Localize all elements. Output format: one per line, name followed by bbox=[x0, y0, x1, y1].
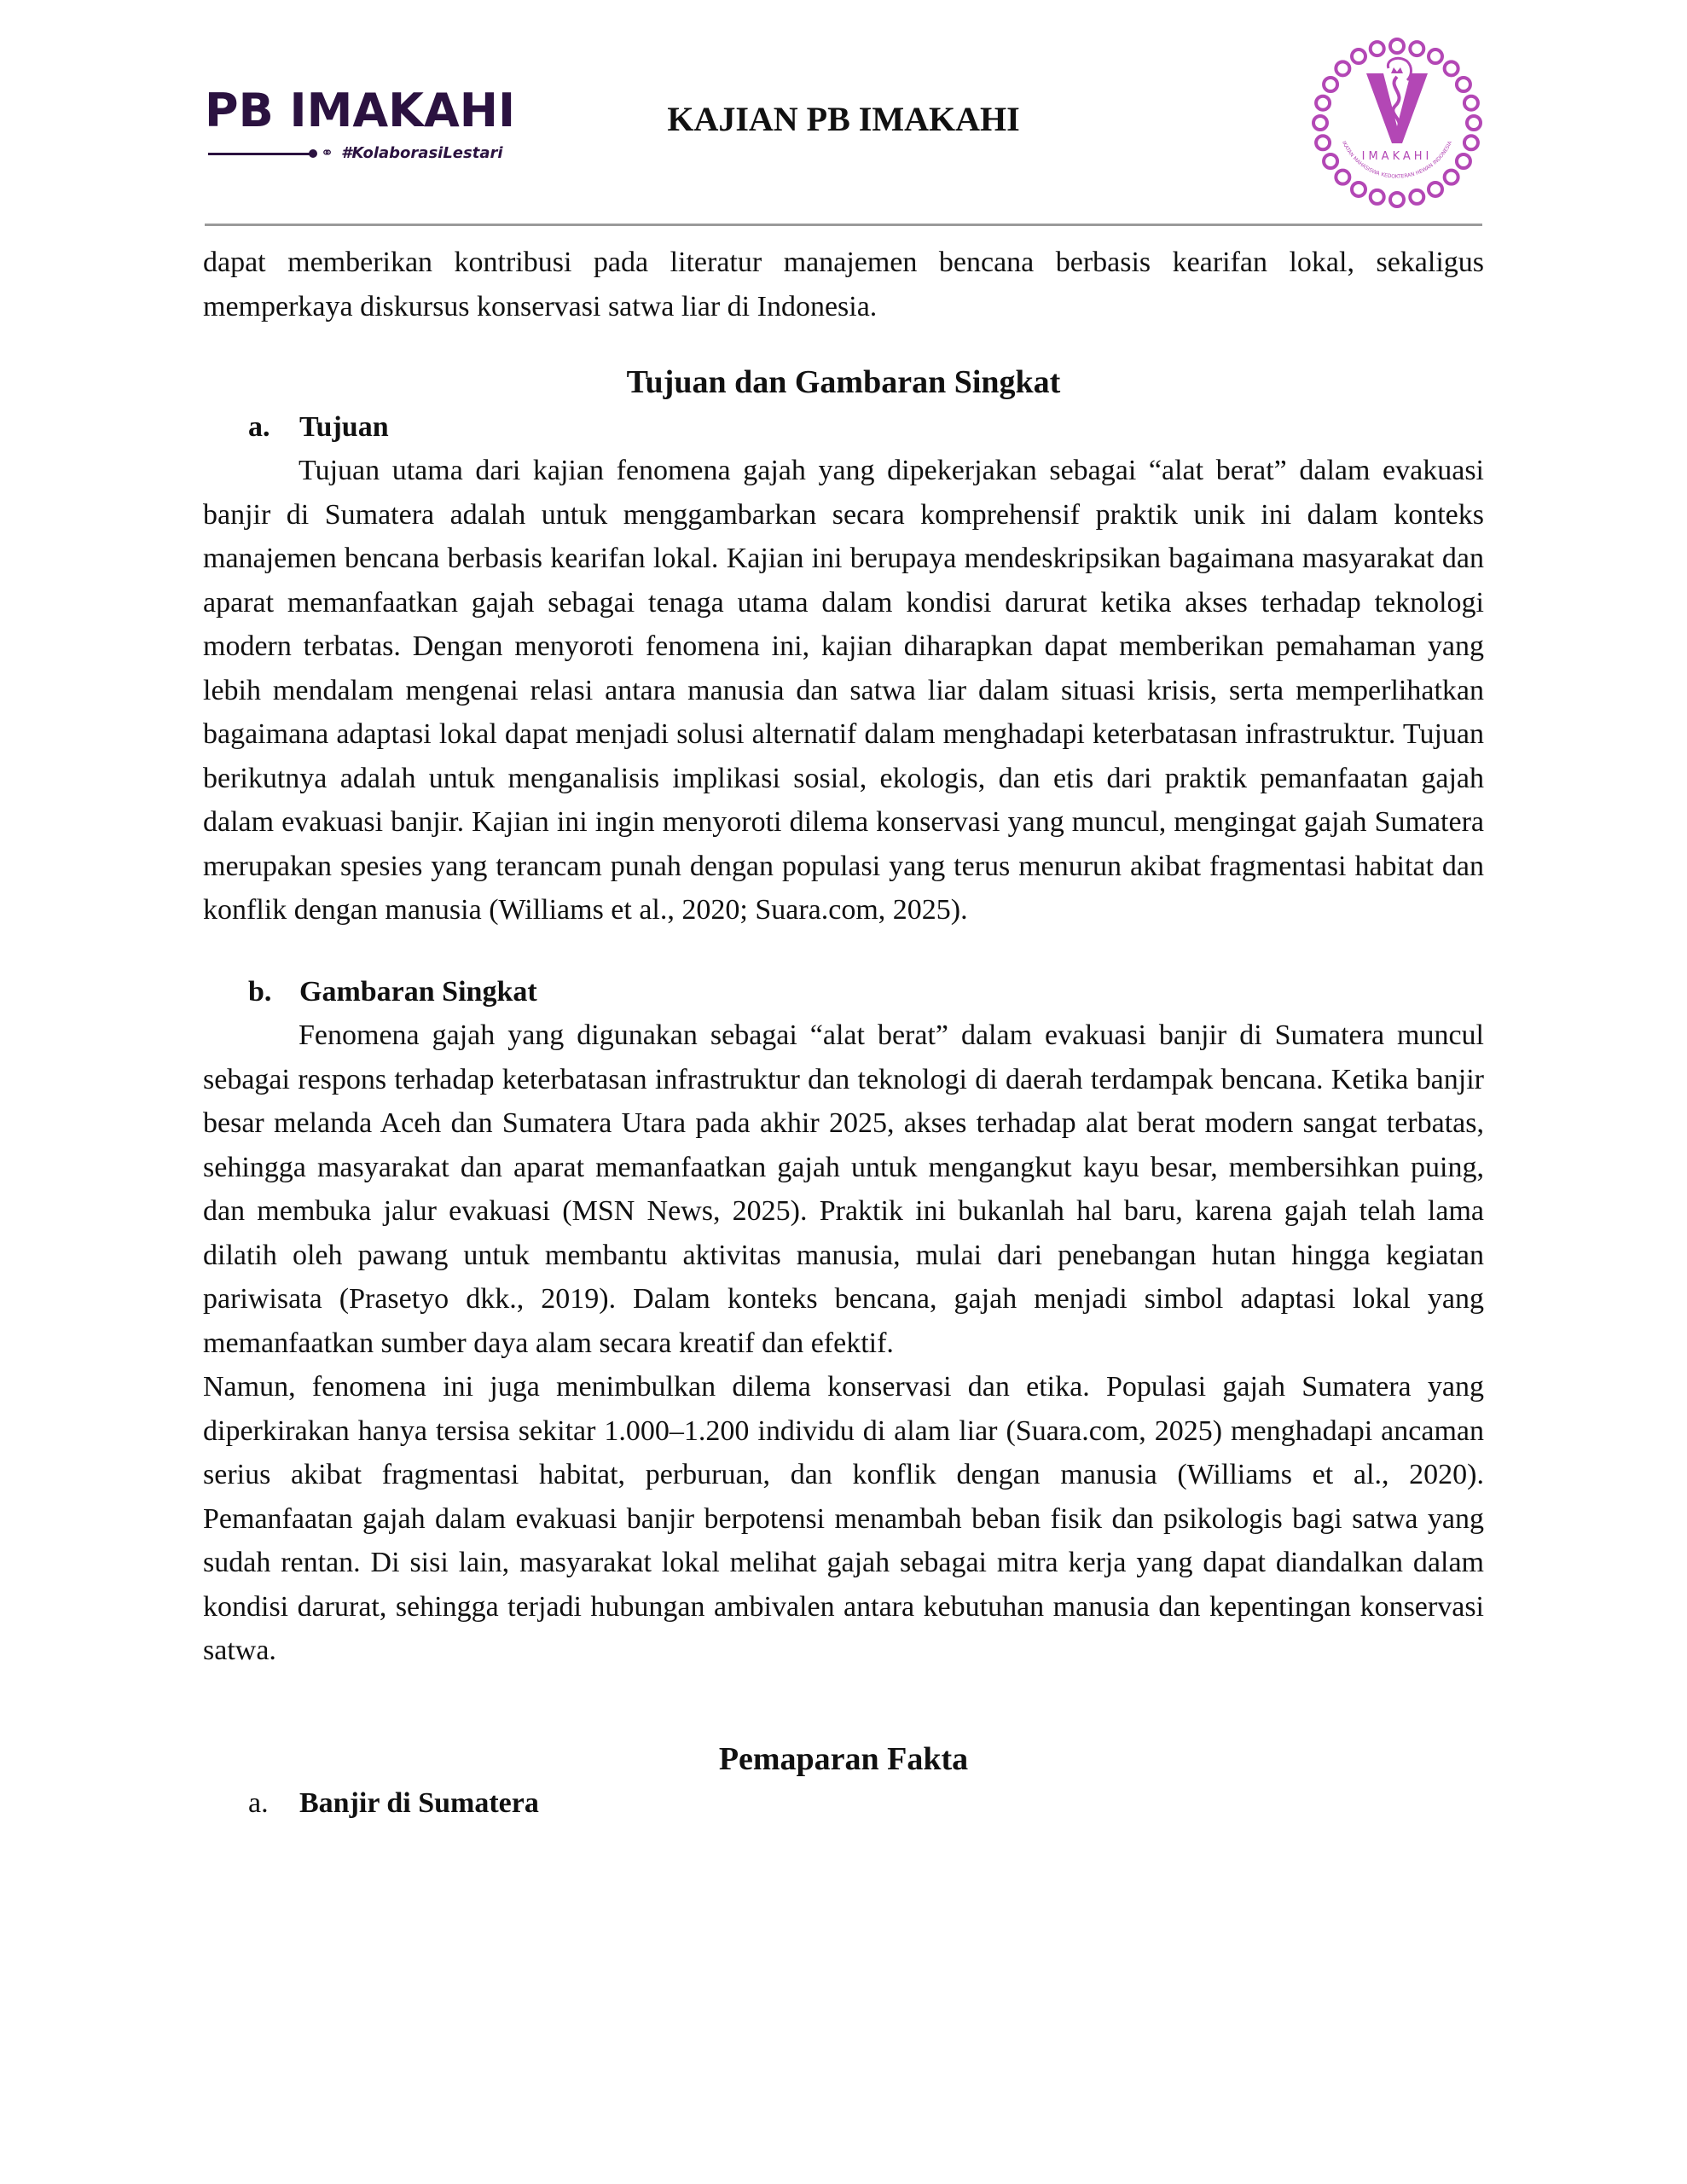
v-letter-icon bbox=[1366, 73, 1428, 143]
chain-link-icon bbox=[1324, 78, 1337, 91]
link-chain-icon: ⚭ bbox=[321, 144, 334, 162]
chain-link-icon bbox=[1429, 183, 1442, 196]
section-title-pemaparan-fakta: Pemaparan Fakta bbox=[718, 1740, 969, 1777]
chain-link-icon bbox=[1336, 171, 1349, 184]
chain-link-icon bbox=[1410, 190, 1423, 204]
list-marker: b. bbox=[248, 975, 272, 1008]
emblem-circular-text: IKATAN MAHASISWA KEDOKTERAN HEWAN INDONESIA bbox=[1340, 140, 1454, 180]
chain-link-icon bbox=[1445, 171, 1458, 184]
logo-tagline-row bbox=[208, 143, 524, 164]
chain-link-icon bbox=[1390, 193, 1404, 206]
chain-ring-icon bbox=[1313, 39, 1481, 206]
chain-link-icon bbox=[1352, 183, 1365, 196]
subsection-heading-banjir-sumatera bbox=[203, 1781, 1484, 1826]
emblem-name-text: IMAKAHI bbox=[1361, 150, 1433, 163]
chain-link-icon bbox=[1336, 61, 1349, 75]
imakahi-emblem-icon bbox=[1312, 38, 1482, 208]
chain-link-icon bbox=[1371, 190, 1384, 204]
tagline-dot-decoration bbox=[309, 149, 317, 158]
intro-continuation-paragraph: dapat memberikan kontribusi pada literatur manajemen bencana berbasis kearifan lokal, sekaligus memperkaya diskursus konservasi satwa liar di Indonesia. bbox=[203, 247, 1484, 322]
chain-link-icon bbox=[1390, 39, 1404, 53]
page-header bbox=[0, 0, 1687, 230]
logo-brand-text: PB IMAKAHI bbox=[205, 84, 516, 137]
crown-icon bbox=[1391, 67, 1403, 73]
pb-imakahi-logo bbox=[205, 85, 529, 171]
chain-link-icon bbox=[1371, 42, 1384, 55]
section-title-tujuan-gambaran: Tujuan dan Gambaran Singkat bbox=[626, 364, 1061, 400]
chain-link-icon bbox=[1316, 96, 1330, 110]
subsection-title: Gambaran Singkat bbox=[299, 975, 537, 1008]
gambaran-paragraph-1: Fenomena gajah yang digunakan sebagai “alat berat” dalam evakuasi banjir di Sumatera muncul sebagai respons terhadap keterbatasan infrastruktur dan teknologi di daerah terdampak bencana. Ketika banjir besar melanda Aceh dan Sumatera Utara pada akhir 2025, akses terhadap alat berat modern sangat terbatas, sehingga masyarakat dan aparat memanfaatkan gajah untuk mengangkut kayu besar, membersihkan puing, dan membuka jalur evakuasi (MSN News, 2025). Praktik ini bukanlah hal baru, karena gajah telah lama dilatih oleh pawang untuk membantu aktivitas manusia, mulai dari penebangan hutan hingga kegiatan pariwisata (Prasetyo dkk., 2019). Dalam konteks bencana, gajah menjadi simbol adaptasi lokal yang memanfaatkan sumber daya alam secara kreatif dan efektif. bbox=[203, 1019, 1484, 1359]
chain-link-icon bbox=[1410, 42, 1423, 55]
subsection-heading-gambaran-singkat bbox=[203, 970, 1484, 1014]
document-header-title: KAJIAN PB IMAKAHI bbox=[667, 100, 1020, 138]
chain-link-icon bbox=[1313, 116, 1327, 130]
tagline-line-decoration bbox=[208, 153, 310, 155]
chain-link-icon bbox=[1352, 49, 1365, 63]
list-marker: a. bbox=[248, 1787, 269, 1819]
chain-link-icon bbox=[1429, 49, 1442, 63]
chain-link-icon bbox=[1457, 78, 1470, 91]
chain-link-icon bbox=[1324, 154, 1337, 168]
chain-link-icon bbox=[1467, 116, 1481, 130]
header-divider bbox=[205, 224, 1482, 226]
subsection-title: Tujuan bbox=[299, 410, 389, 443]
chain-link-icon bbox=[1316, 136, 1330, 149]
staff-emblem-icon bbox=[1366, 58, 1428, 143]
subsection-title: Banjir di Sumatera bbox=[299, 1787, 539, 1819]
chain-link-icon bbox=[1445, 61, 1458, 75]
chain-link-icon bbox=[1464, 96, 1478, 110]
list-marker: a. bbox=[248, 410, 270, 443]
gambaran-paragraph-2: Namun, fenomena ini juga menimbulkan dilema konservasi dan etika. Populasi gajah Sumatera yang diperkirakan hanya tersisa sekitar 1.000–1.200 individu di alam liar (Suara.com, 2025) menghadapi ancaman serius akibat fragmentasi habitat, perburuan, dan konflik dengan manusia (Williams et al., 2020). Pemanfaatan gajah dalam evakuasi banjir berpotensi menambah beban fisik dan psikologis bagi satwa yang sudah rentan. Di sisi lain, masyarakat lokal melihat gajah sebagai mitra kerja yang dapat diandalkan dalam kondisi darurat, sehingga terjadi hubungan ambivalen antara kebutuhan manusia dan kepentingan konservasi satwa. bbox=[203, 1371, 1484, 1666]
logo-tagline: #KolaborasiLestari bbox=[341, 144, 503, 162]
imakahi-emblem-logo bbox=[1312, 38, 1482, 208]
subsection-heading-tujuan bbox=[203, 405, 1484, 450]
document-body bbox=[203, 241, 1484, 1826]
chain-link-icon bbox=[1464, 136, 1478, 149]
tujuan-paragraph: Tujuan utama dari kajian fenomena gajah yang dipekerjakan sebagai “alat berat” dalam evakuasi banjir di Sumatera adalah untuk menggambarkan secara komprehensif praktik unik ini dalam konteks manajemen bencana berbasis kearifan lokal. Kajian ini berupaya mendeskripsikan bagaimana masyarakat dan aparat memanfaatkan gajah sebagai tenaga utama dalam kondisi darurat ketika akses terhadap teknologi modern terbatas. Dengan menyoroti fenomena ini, kajian diharapkan dapat memberikan pemahaman yang lebih mendalam mengenai relasi antara manusia dan satwa liar dalam situasi krisis, serta memperlihatkan bagaimana adaptasi lokal dapat menjadi solusi alternatif dalam menghadapi keterbatasan infrastruktur. Tujuan berikutnya adalah untuk menganalisis implikasi sosial, ekologis, dan etis dari praktik pemanfaatan gajah dalam evakuasi banjir. Kajian ini ingin menyoroti dilema konservasi yang muncul, mengingat gajah Sumatera merupakan spesies yang terancam punah dengan populasi yang terus menurun akibat fragmentasi habitat dan konflik dengan manusia (Williams et al., 2020; Suara.com, 2025). bbox=[203, 455, 1484, 926]
chain-link-icon bbox=[1457, 154, 1470, 168]
